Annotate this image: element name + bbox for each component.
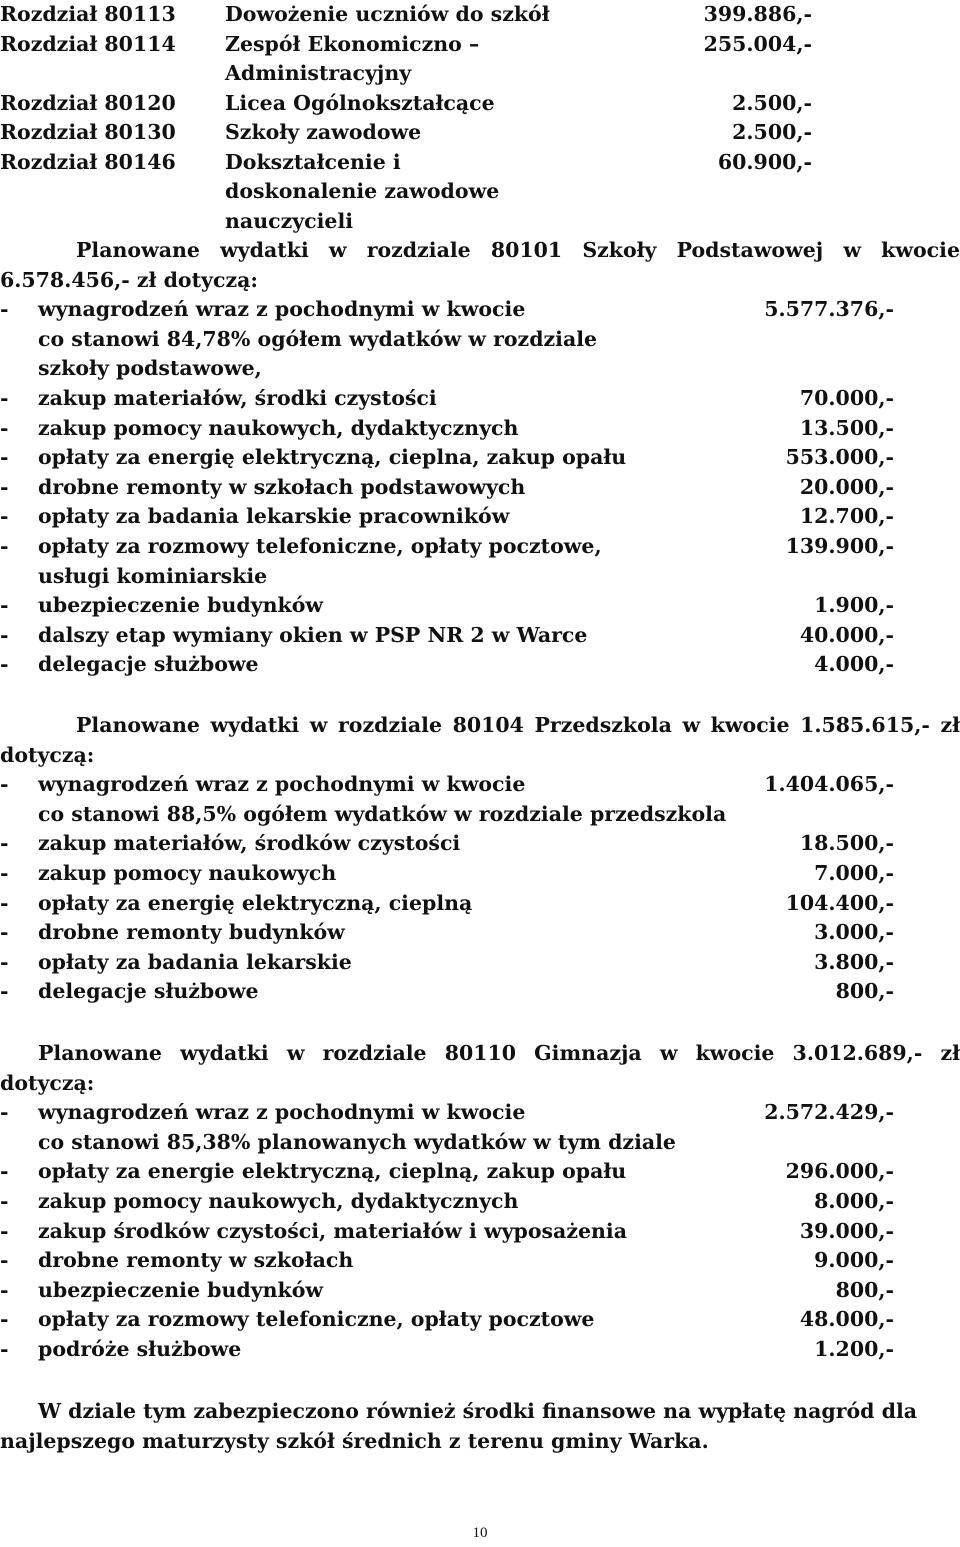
expense-item: - podróże służbowe 1.200,- — [0, 1335, 960, 1365]
rozdzial-row — [0, 89, 960, 119]
expense-label: drobne remonty budynków — [38, 920, 345, 945]
expense-amount: 5.577.376,- — [764, 297, 894, 322]
expense-item: - zakup pomocy naukowych, dydaktycznych 8.000,- — [0, 1187, 960, 1217]
expense-label: opłaty za badania lekarskie — [38, 949, 352, 974]
rozdzial-name: Zespół Ekonomiczno – Administracyjny — [225, 31, 480, 85]
expense-amount: 296.000,- — [785, 1159, 894, 1184]
rozdzial-amount: 399.886,- — [703, 2, 812, 26]
expense-amount: 104.400,- — [785, 890, 894, 915]
rozdzial-amount: 60.900,- — [717, 149, 812, 174]
expense-amount: 800,- — [835, 1277, 894, 1302]
expense-note: co stanowi 84,78% ogółem wydatków w rozdziale szkoły podstawowe, — [38, 326, 598, 381]
expense-label: zakup materiałów, środki czystości — [38, 385, 437, 410]
rozdzial-code: Rozdział 80113 — [0, 2, 176, 26]
expense-item: - opłaty za energię elektryczną, cieplna, zakup opału 553.000,- — [0, 443, 960, 473]
page-number: 10 — [472, 1525, 488, 1541]
rozdzial-amount: 2.500,- — [732, 90, 812, 115]
expense-item: - wynagrodzeń wraz z pochodnymi w kwocie 1.404.065,- — [0, 770, 960, 800]
expense-item: - delegacje służbowe 800,- — [0, 977, 960, 1007]
rozdzial-row — [0, 118, 960, 148]
section-intro: Planowane wydatki w rozdziale 80110 Gimnazja w kwocie 3.012.689,- zł dotyczą: — [0, 1041, 960, 1095]
rozdzial-row — [0, 148, 960, 233]
expense-item: - opłaty za badania lekarskie 3.800,- — [0, 948, 960, 978]
expense-amount: 800,- — [835, 979, 894, 1004]
expense-item: - wynagrodzeń wraz z pochodnymi w kwocie 2.572.429,- — [0, 1098, 960, 1128]
expense-amount: 1.900,- — [814, 593, 894, 618]
section-intro: Planowane wydatki w rozdziale 80104 Przedszkola w kwocie 1.585.615,- zł dotyczą: — [0, 713, 960, 767]
rozdzial-code: Rozdział 80120 — [0, 90, 176, 115]
section-80110 — [0, 1039, 960, 1365]
expense-amount: 40.000,- — [799, 622, 894, 647]
expense-item: - ubezpieczenie budynków 800,- — [0, 1276, 960, 1306]
expense-item: - opłaty za energię elektryczną, cieplną 104.400,- — [0, 889, 960, 919]
expense-item: - opłaty za energie elektryczną, cieplną, zakup opału 296.000,- — [0, 1157, 960, 1187]
expense-item: - drobne remonty w szkołach podstawowych 20.000,- — [0, 473, 960, 503]
rozdzial-name: Licea Ogólnokształcące — [225, 90, 495, 115]
expense-label: wynagrodzeń wraz z pochodnymi w kwocie — [38, 297, 526, 322]
expense-amount: 4.000,- — [814, 652, 894, 677]
expense-item: - wynagrodzeń wraz z pochodnymi w kwocie 5.577.376,- — [0, 295, 960, 325]
expense-label: ubezpieczenie budynków — [38, 593, 324, 618]
expense-amount: 7.000,- — [814, 860, 894, 885]
expense-amount: 8.000,- — [814, 1188, 894, 1213]
expense-amount: 9.000,- — [814, 1248, 894, 1273]
rozdzial-amount: 2.500,- — [732, 120, 812, 144]
expense-label: delegacje służbowe — [38, 652, 259, 677]
expense-amount: 48.000,- — [799, 1307, 894, 1332]
expense-amount: 3.800,- — [814, 949, 894, 974]
expense-label: zakup środków czystości, materiałów i wyposażenia — [38, 1218, 627, 1243]
expense-item: - opłaty za badania lekarskie pracowników 12.700,- — [0, 502, 960, 532]
rozdzial-code: Rozdział 80146 — [0, 149, 176, 174]
rozdzial-code: Rozdział 80114 — [0, 31, 176, 56]
expense-item: - zakup środków czystości, materiałów i wyposażenia 39.000,- — [0, 1217, 960, 1247]
expense-note: co stanowi 85,38% planowanych wydatków w tym dziale — [38, 1129, 676, 1154]
section-intro: Planowane wydatki w rozdziale 80101 Szkoły Podstawowej w kwocie 6.578.456,- zł dotyczą: — [0, 238, 960, 292]
expense-item: - zakup materiałów, środki czystości 70.000,- — [0, 384, 960, 414]
expense-label: zakup pomocy naukowych — [38, 860, 337, 885]
expense-amount: 553.000,- — [785, 445, 894, 470]
expense-label: opłaty za energie elektryczną, cieplną, zakup opału — [38, 1159, 627, 1184]
expense-amount: 1.404.065,- — [764, 772, 894, 797]
expense-item: - drobne remonty budynków 3.000,- — [0, 918, 960, 948]
expense-label: podróże służbowe — [38, 1336, 242, 1361]
expense-amount: 20.000,- — [799, 474, 894, 499]
expense-amount: 12.700,- — [799, 504, 894, 529]
expense-amount: 13.500,- — [799, 415, 894, 440]
rozdzial-amount: 255.004,- — [703, 31, 812, 56]
expense-amount: 18.500,- — [799, 831, 894, 856]
rozdzial-row — [0, 30, 960, 89]
rozdzial-name: Dokształcenie i doskonalenie zawodowe nauczycieli — [225, 149, 500, 233]
expense-label: opłaty za energię elektryczną, cieplną — [38, 890, 473, 915]
expense-label: drobne remonty w szkołach podstawowych — [38, 474, 526, 499]
expense-label: zakup pomocy naukowych, dydaktycznych — [38, 415, 519, 440]
expense-label: drobne remonty w szkołach — [38, 1248, 354, 1273]
expense-label: dalszy etap wymiany okien w PSP NR 2 w Warce — [38, 622, 588, 647]
expense-label: delegacje służbowe — [38, 979, 259, 1004]
expense-label: opłaty za rozmowy telefoniczne, opłaty pocztowe, usługi kominiarskie — [38, 533, 602, 588]
expense-amount: 1.200,- — [814, 1336, 894, 1361]
expense-amount: 2.572.429,- — [764, 1100, 894, 1125]
expense-item: - drobne remonty w szkołach 9.000,- — [0, 1246, 960, 1276]
rozdzial-table — [0, 0, 960, 233]
expense-label: wynagrodzeń wraz z pochodnymi w kwocie — [38, 772, 526, 797]
rozdzial-name: Dowożenie uczniów do szkół — [225, 2, 550, 26]
expense-amount: 139.900,- — [785, 533, 894, 558]
expense-item: - zakup pomocy naukowych, dydaktycznych 13.500,- — [0, 414, 960, 444]
expense-item: - dalszy etap wymiany okien w PSP NR 2 w Warce 40.000,- — [0, 621, 960, 651]
expense-label: ubezpieczenie budynków — [38, 1277, 324, 1302]
expense-label: wynagrodzeń wraz z pochodnymi w kwocie — [38, 1100, 526, 1125]
expense-amount: 39.000,- — [799, 1218, 894, 1243]
expense-amount: 3.000,- — [814, 920, 894, 945]
section-80104 — [0, 711, 960, 1007]
rozdzial-name: Szkoły zawodowe — [225, 120, 422, 144]
expense-item: - ubezpieczenie budynków 1.900,- — [0, 591, 960, 621]
expense-label: opłaty za rozmowy telefoniczne, opłaty pocztowe — [38, 1307, 595, 1332]
expense-item: - zakup pomocy naukowych 7.000,- — [0, 859, 960, 889]
expense-note: co stanowi 88,5% ogółem wydatków w rozdziale przedszkola — [38, 801, 727, 826]
expense-item: - opłaty za rozmowy telefoniczne, opłaty pocztowe 48.000,- — [0, 1305, 960, 1335]
expense-label: opłaty za badania lekarskie pracowników — [38, 504, 510, 529]
expense-item: - delegacje służbowe 4.000,- — [0, 650, 960, 680]
expense-label: zakup pomocy naukowych, dydaktycznych — [38, 1188, 519, 1213]
final-note: W dziale tym zabezpieczono również środki finansowe na wypłatę nagród dla najlepszego maturzysty szkół średnich z terenu gminy Warka. — [0, 1399, 918, 1453]
expense-label: zakup materiałów, środków czystości — [38, 831, 461, 856]
expense-item: - opłaty za rozmowy telefoniczne, opłaty pocztowe, usługi kominiarskie 139.900,- — [0, 532, 960, 591]
rozdzial-row — [0, 0, 960, 30]
rozdzial-code: Rozdział 80130 — [0, 120, 176, 144]
expense-item: - zakup materiałów, środków czystości 18.500,- — [0, 829, 960, 859]
section-80101 — [0, 236, 960, 680]
expense-amount: 70.000,- — [799, 385, 894, 410]
expense-label: opłaty za energię elektryczną, cieplna, zakup opału — [38, 445, 627, 470]
